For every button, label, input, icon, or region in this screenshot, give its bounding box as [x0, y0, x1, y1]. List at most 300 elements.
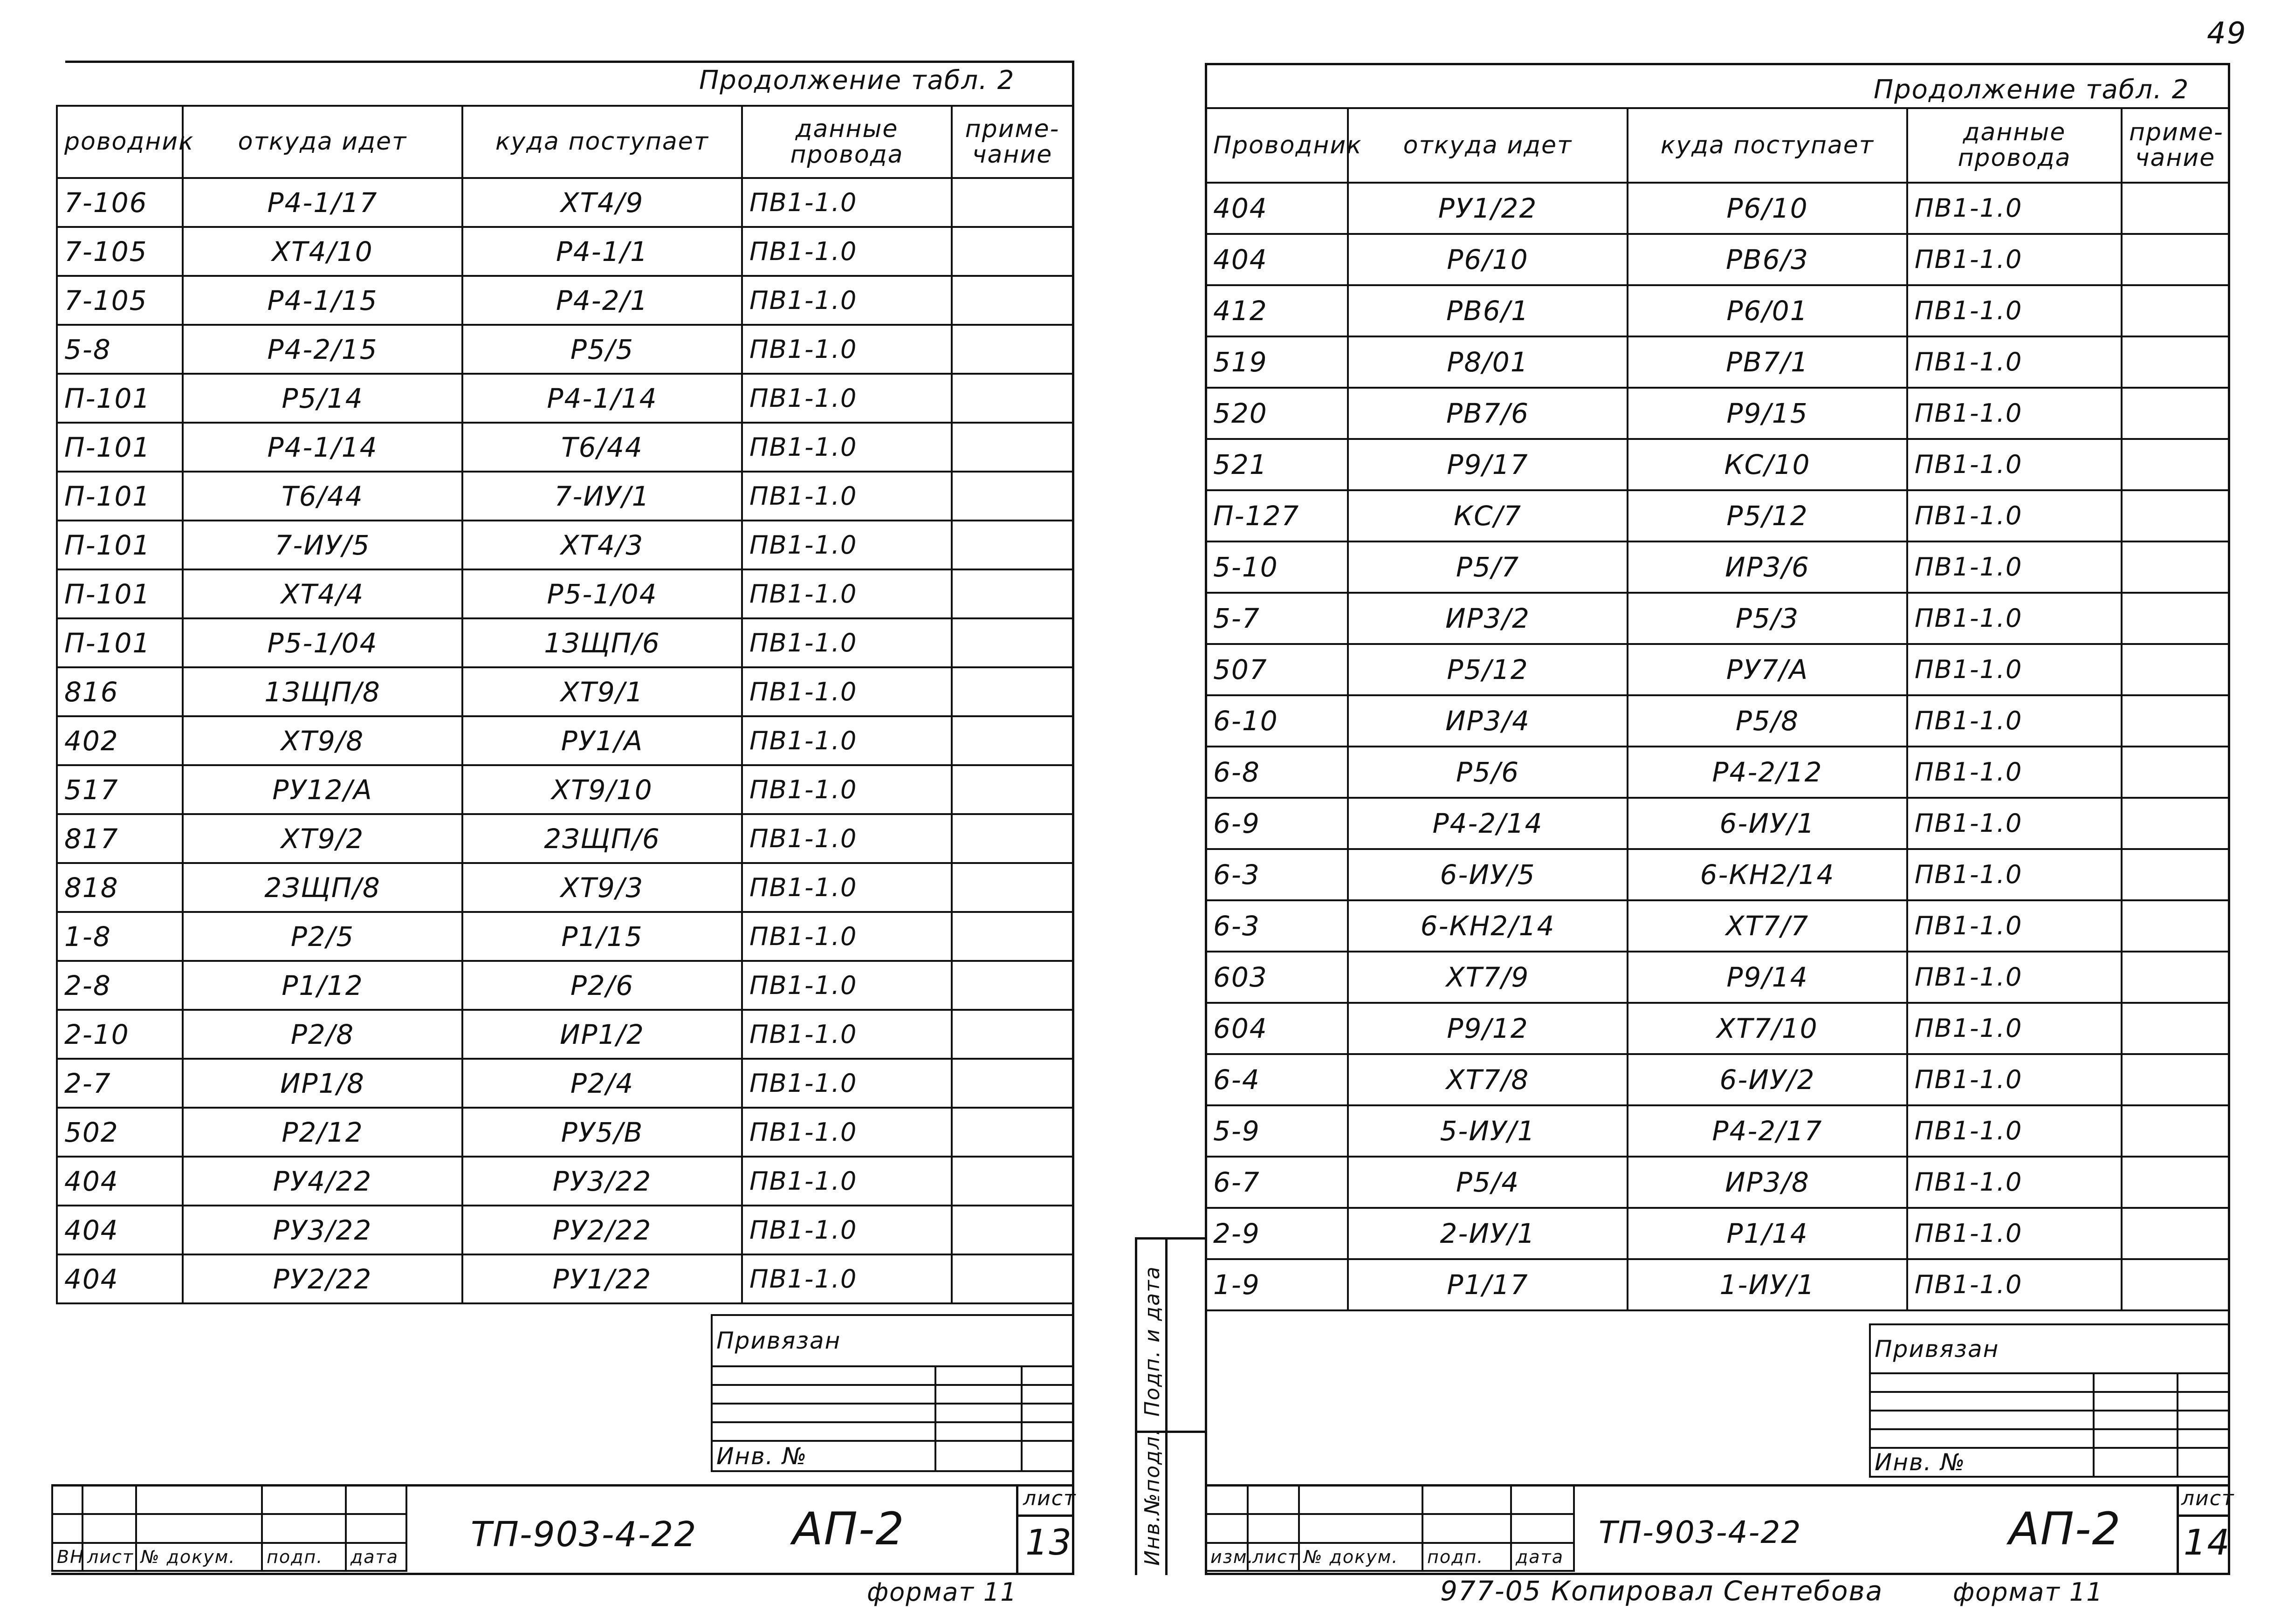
left-list-number: 13: [1025, 1521, 1072, 1563]
right-bound-block: [1869, 1323, 2230, 1478]
right-list-divider: [2177, 1484, 2179, 1575]
left-list-rule: [1016, 1514, 1072, 1517]
table-row: [1206, 900, 2229, 952]
cell-note: [2122, 849, 2229, 900]
table-row: [57, 423, 1073, 472]
cell-note: [952, 1059, 1073, 1108]
cell-wire: 7-106: [57, 178, 183, 227]
table-row: [1206, 1003, 2229, 1054]
strip-inv-label: Инв.№подл.: [1140, 1428, 1164, 1566]
inv-label: Инв. №: [712, 1441, 935, 1471]
table-row: [1206, 285, 2229, 336]
right-top-rule: [1205, 63, 2230, 65]
cell-data: ПВ1-1.0: [1907, 747, 2122, 798]
cell-wire: 404: [1206, 183, 1348, 234]
stamp-col-doc: № докум.: [136, 1543, 262, 1571]
cell-to: Р6/10: [1628, 183, 1907, 234]
cell-wire: 402: [57, 716, 183, 765]
left-list-divider: [1016, 1484, 1018, 1575]
cell-to: Р1/14: [1628, 1208, 1907, 1259]
table-row: [1206, 1208, 2229, 1259]
cell-note: [952, 1254, 1073, 1303]
cell-from: РУ2/22: [183, 1254, 462, 1303]
cell-to: 2ЗЩП/6: [462, 814, 742, 863]
cell-data: ПВ1-1.0: [742, 618, 952, 667]
cell-note: [952, 1157, 1073, 1206]
cell-data: ПВ1-1.0: [742, 423, 952, 472]
cell-data: ПВ1-1.0: [742, 276, 952, 325]
cell-data: ПВ1-1.0: [742, 1010, 952, 1059]
cell-to: ХТ9/10: [462, 765, 742, 814]
table-row: [57, 325, 1073, 374]
table-row: [57, 569, 1073, 618]
cell-from: 6-ИУ/5: [1348, 849, 1628, 900]
cell-from: 7-ИУ/5: [183, 521, 462, 569]
cell-wire: 404: [1206, 234, 1348, 285]
cell-note: [2122, 490, 2229, 541]
header-wire: Проводник: [1206, 108, 1348, 183]
cell-from: Р4-1/17: [183, 178, 462, 227]
cell-note: [2122, 1105, 2229, 1157]
table-row: [57, 765, 1073, 814]
cell-wire: П-101: [57, 472, 183, 521]
cell-to: Р5/3: [1628, 593, 1907, 644]
cell-to: 6-ИУ/2: [1628, 1054, 1907, 1105]
cell-note: [2122, 336, 2229, 388]
cell-from: Р5-1/04: [183, 618, 462, 667]
cell-to: Р4-2/17: [1628, 1105, 1907, 1157]
cell-wire: 5-9: [1206, 1105, 1348, 1157]
cell-to: ХТ7/7: [1628, 900, 1907, 952]
cell-to: РУ5/В: [462, 1108, 742, 1157]
cell-from: РУ12/А: [183, 765, 462, 814]
cell-note: [952, 227, 1073, 276]
cell-wire: 604: [1206, 1003, 1348, 1054]
right-list-rule: [2177, 1514, 2228, 1517]
cell-from: 2-ИУ/1: [1348, 1208, 1628, 1259]
cell-note: [2122, 285, 2229, 336]
cell-data: ПВ1-1.0: [742, 325, 952, 374]
table-row: [1206, 849, 2229, 900]
cell-from: Р4-2/14: [1348, 798, 1628, 849]
cell-from: Р4-1/14: [183, 423, 462, 472]
cell-from: Р1/17: [1348, 1259, 1628, 1310]
cell-note: [2122, 1003, 2229, 1054]
cell-from: Р5/14: [183, 374, 462, 423]
cell-note: [2122, 183, 2229, 234]
table-row: [1206, 952, 2229, 1003]
cell-wire: 7-105: [57, 227, 183, 276]
table-row: [57, 521, 1073, 569]
cell-note: [2122, 1157, 2229, 1208]
table-row: [57, 276, 1073, 325]
cell-data: ПВ1-1.0: [1907, 849, 2122, 900]
cell-to: РУ3/22: [462, 1157, 742, 1206]
cell-to: 7-ИУ/1: [462, 472, 742, 521]
cell-to: 1-ИУ/1: [1628, 1259, 1907, 1310]
left-doc-code: ТП-903-4-22: [471, 1514, 697, 1555]
cell-data: ПВ1-1.0: [1907, 1003, 2122, 1054]
cell-data: ПВ1-1.0: [1907, 695, 2122, 747]
cell-wire: 2-9: [1206, 1208, 1348, 1259]
cell-wire: 6-9: [1206, 798, 1348, 849]
cell-note: [952, 521, 1073, 569]
cell-wire: 816: [57, 667, 183, 716]
table-row: [1206, 1105, 2229, 1157]
cell-from: 2ЗЩП/8: [183, 863, 462, 912]
stamp-col-sign: подп.: [262, 1543, 346, 1571]
cell-wire: 2-7: [57, 1059, 183, 1108]
header-note: приме-чание: [952, 106, 1073, 178]
cell-note: [952, 423, 1073, 472]
left-stamp-columns: [51, 1484, 407, 1572]
cell-data: ПВ1-1.0: [1907, 1259, 2122, 1310]
cell-data: ПВ1-1.0: [742, 521, 952, 569]
cell-to: РУ1/22: [462, 1254, 742, 1303]
cell-from: РУ1/22: [1348, 183, 1628, 234]
cell-wire: 1-8: [57, 912, 183, 961]
cell-wire: 6-7: [1206, 1157, 1348, 1208]
cell-note: [2122, 1054, 2229, 1105]
cell-wire: 1-9: [1206, 1259, 1348, 1310]
cell-note: [952, 1206, 1073, 1254]
cell-to: Р5/5: [462, 325, 742, 374]
cell-wire: П-101: [57, 374, 183, 423]
cell-note: [952, 1010, 1073, 1059]
cell-data: ПВ1-1.0: [742, 814, 952, 863]
cell-data: ПВ1-1.0: [742, 569, 952, 618]
left-wire-table: [56, 105, 1074, 1304]
cell-to: Р4-1/1: [462, 227, 742, 276]
cell-note: [952, 276, 1073, 325]
cell-from: Р5/6: [1348, 747, 1628, 798]
cell-to: РУ7/А: [1628, 644, 1907, 695]
cell-wire: 6-3: [1206, 849, 1348, 900]
left-top-rule: [65, 61, 1072, 63]
cell-to: Т6/44: [462, 423, 742, 472]
cell-from: Р8/01: [1348, 336, 1628, 388]
cell-wire: П-101: [57, 569, 183, 618]
stamp-col-list: лист: [82, 1543, 136, 1571]
cell-wire: 412: [1206, 285, 1348, 336]
table-row: [1206, 336, 2229, 388]
cell-from: Р2/5: [183, 912, 462, 961]
cell-from: ХТ7/8: [1348, 1054, 1628, 1105]
cell-data: ПВ1-1.0: [1907, 490, 2122, 541]
table-row: [1206, 593, 2229, 644]
table-row: [57, 1157, 1073, 1206]
header-note: приме-чание: [2122, 108, 2229, 183]
cell-note: [952, 618, 1073, 667]
cell-to: ХТ9/1: [462, 667, 742, 716]
cell-data: ПВ1-1.0: [1907, 798, 2122, 849]
right-continuation-label: Продолжение табл. 2: [1874, 75, 2190, 105]
cell-data: ПВ1-1.0: [1907, 541, 2122, 593]
table-row: [1206, 695, 2229, 747]
cell-to: ИР3/6: [1628, 541, 1907, 593]
cell-to: ИР3/8: [1628, 1157, 1907, 1208]
table-row: [1206, 388, 2229, 439]
cell-data: ПВ1-1.0: [1907, 234, 2122, 285]
cell-note: [2122, 234, 2229, 285]
cell-data: ПВ1-1.0: [1907, 1054, 2122, 1105]
cell-from: РВ7/6: [1348, 388, 1628, 439]
cell-to: 6-КН2/14: [1628, 849, 1907, 900]
cell-note: [2122, 439, 2229, 490]
table-row: [57, 912, 1073, 961]
cell-note: [952, 374, 1073, 423]
cell-to: 6-ИУ/1: [1628, 798, 1907, 849]
cell-data: ПВ1-1.0: [742, 912, 952, 961]
cell-to: ХТ7/10: [1628, 1003, 1907, 1054]
cell-to: ХТ9/3: [462, 863, 742, 912]
cell-wire: 2-8: [57, 961, 183, 1010]
stamp-col-izm: ВН: [52, 1543, 82, 1571]
stamp-col-date: дата: [346, 1543, 406, 1571]
stamp-col-izm: изм.: [1206, 1543, 1248, 1571]
stamp-col-doc: № докум.: [1299, 1543, 1422, 1571]
cell-wire: 521: [1206, 439, 1348, 490]
cell-to: ИР1/2: [462, 1010, 742, 1059]
cell-to: Р4-2/12: [1628, 747, 1907, 798]
cell-note: [2122, 593, 2229, 644]
left-list-label: лист: [1023, 1487, 1077, 1510]
right-list-label: лист: [2181, 1487, 2235, 1510]
cell-note: [2122, 695, 2229, 747]
cell-to: Р4-1/14: [462, 374, 742, 423]
cell-wire: П-101: [57, 618, 183, 667]
cell-from: ИР3/2: [1348, 593, 1628, 644]
cell-from: Т6/44: [183, 472, 462, 521]
cell-note: [952, 814, 1073, 863]
table-row: [57, 863, 1073, 912]
header-wire: роводник: [57, 106, 183, 178]
stamp-col-date: дата: [1511, 1543, 1574, 1571]
table-row: [57, 472, 1073, 521]
cell-to: Р9/15: [1628, 388, 1907, 439]
cell-from: ИР1/8: [183, 1059, 462, 1108]
cell-to: Р5-1/04: [462, 569, 742, 618]
table-row: [57, 618, 1073, 667]
left-header-row: [57, 106, 1073, 178]
cell-note: [952, 1108, 1073, 1157]
table-row: [1206, 798, 2229, 849]
cell-data: ПВ1-1.0: [1907, 439, 2122, 490]
cell-wire: 2-10: [57, 1010, 183, 1059]
cell-from: Р9/17: [1348, 439, 1628, 490]
cell-to: Р6/01: [1628, 285, 1907, 336]
cell-note: [952, 863, 1073, 912]
cell-wire: 5-7: [1206, 593, 1348, 644]
cell-data: ПВ1-1.0: [742, 765, 952, 814]
bound-label: Привязан: [712, 1315, 1073, 1366]
cell-data: ПВ1-1.0: [742, 667, 952, 716]
cell-from: Р2/8: [183, 1010, 462, 1059]
cell-from: ХТ4/10: [183, 227, 462, 276]
right-header-row: [1206, 108, 2229, 183]
cell-data: ПВ1-1.0: [742, 1206, 952, 1254]
cell-wire: 404: [57, 1254, 183, 1303]
cell-wire: 404: [57, 1206, 183, 1254]
right-list-number: 14: [2184, 1521, 2231, 1563]
right-stamp-columns: [1205, 1484, 1575, 1572]
cell-to: РУ1/А: [462, 716, 742, 765]
table-row: [57, 667, 1073, 716]
header-from: откуда идет: [1348, 108, 1628, 183]
cell-note: [952, 912, 1073, 961]
table-row: [57, 178, 1073, 227]
cell-from: 5-ИУ/1: [1348, 1105, 1628, 1157]
cell-note: [952, 325, 1073, 374]
left-format-label: формат 11: [867, 1577, 1017, 1607]
cell-note: [952, 569, 1073, 618]
cell-note: [2122, 541, 2229, 593]
table-row: [1206, 747, 2229, 798]
cell-to: РВ6/3: [1628, 234, 1907, 285]
cell-from: Р5/4: [1348, 1157, 1628, 1208]
table-row: [57, 1108, 1073, 1157]
cell-data: ПВ1-1.0: [1907, 1208, 2122, 1259]
cell-wire: 6-10: [1206, 695, 1348, 747]
strip-sign-label: Подп. и дата: [1140, 1266, 1164, 1417]
cell-note: [952, 765, 1073, 814]
cell-wire: 519: [1206, 336, 1348, 388]
cell-to: Р4-2/1: [462, 276, 742, 325]
cell-from: 1ЗЩП/8: [183, 667, 462, 716]
cell-data: ПВ1-1.0: [1907, 388, 2122, 439]
cell-data: ПВ1-1.0: [1907, 952, 2122, 1003]
cell-from: Р9/12: [1348, 1003, 1628, 1054]
right-doc-code: ТП-903-4-22: [1599, 1514, 1802, 1550]
cell-data: ПВ1-1.0: [742, 961, 952, 1010]
header-to: куда поступает: [462, 106, 742, 178]
cell-data: ПВ1-1.0: [742, 472, 952, 521]
right-wire-table: [1205, 107, 2230, 1311]
cell-from: Р4-2/15: [183, 325, 462, 374]
left-bound-block: [711, 1314, 1074, 1472]
cell-wire: 404: [57, 1157, 183, 1206]
cell-note: [952, 472, 1073, 521]
table-row: [1206, 1157, 2229, 1208]
cell-to: Р5/8: [1628, 695, 1907, 747]
cell-data: ПВ1-1.0: [742, 178, 952, 227]
cell-note: [952, 961, 1073, 1010]
header-to: куда поступает: [1628, 108, 1907, 183]
strip-top-rule: [1135, 1237, 1205, 1240]
table-row: [1206, 234, 2229, 285]
cell-wire: 603: [1206, 952, 1348, 1003]
table-row: [57, 1059, 1073, 1108]
table-row: [1206, 644, 2229, 695]
cell-wire: 502: [57, 1108, 183, 1157]
right-sheet-code: АП-2: [2009, 1503, 2122, 1555]
cell-to: Р1/15: [462, 912, 742, 961]
cell-to: Р2/6: [462, 961, 742, 1010]
stamp-col-list: лист: [1248, 1543, 1299, 1571]
cell-wire: 6-8: [1206, 747, 1348, 798]
cell-wire: 520: [1206, 388, 1348, 439]
header-data: данные провода: [742, 106, 952, 178]
cell-data: ПВ1-1.0: [742, 863, 952, 912]
cell-from: РВ6/1: [1348, 285, 1628, 336]
strip-middle-border: [1165, 1237, 1168, 1575]
cell-wire: 507: [1206, 644, 1348, 695]
inv-label: Инв. №: [1870, 1448, 2094, 1477]
cell-data: ПВ1-1.0: [1907, 900, 2122, 952]
page-number: 49: [2207, 16, 2247, 51]
cell-note: [2122, 952, 2229, 1003]
cell-wire: 818: [57, 863, 183, 912]
table-row: [1206, 439, 2229, 490]
cell-from: Р2/12: [183, 1108, 462, 1157]
cell-note: [952, 716, 1073, 765]
cell-note: [952, 667, 1073, 716]
table-row: [57, 227, 1073, 276]
cell-note: [2122, 1259, 2229, 1310]
cell-wire: 5-8: [57, 325, 183, 374]
stamp-col-sign: подп.: [1422, 1543, 1511, 1571]
cell-from: Р6/10: [1348, 234, 1628, 285]
cell-from: Р1/12: [183, 961, 462, 1010]
table-row: [1206, 541, 2229, 593]
cell-from: 6-КН2/14: [1348, 900, 1628, 952]
cell-wire: 817: [57, 814, 183, 863]
table-row: [1206, 1054, 2229, 1105]
cell-wire: 6-4: [1206, 1054, 1348, 1105]
cell-data: ПВ1-1.0: [742, 1254, 952, 1303]
table-row: [1206, 183, 2229, 234]
cell-to: ХТ4/3: [462, 521, 742, 569]
cell-data: ПВ1-1.0: [742, 1108, 952, 1157]
cell-to: КС/10: [1628, 439, 1907, 490]
cell-from: РУ4/22: [183, 1157, 462, 1206]
cell-data: ПВ1-1.0: [1907, 1105, 2122, 1157]
cell-to: Р5/12: [1628, 490, 1907, 541]
cell-from: Р5/12: [1348, 644, 1628, 695]
cell-wire: П-101: [57, 521, 183, 569]
cell-data: ПВ1-1.0: [1907, 1157, 2122, 1208]
bound-label: Привязан: [1870, 1324, 2229, 1373]
cell-to: РУ2/22: [462, 1206, 742, 1254]
cell-to: Р2/4: [462, 1059, 742, 1108]
cell-note: [2122, 798, 2229, 849]
cell-from: ХТ7/9: [1348, 952, 1628, 1003]
cell-wire: 5-10: [1206, 541, 1348, 593]
header-from: откуда идет: [183, 106, 462, 178]
table-row: [57, 814, 1073, 863]
cell-from: Р5/7: [1348, 541, 1628, 593]
cell-data: ПВ1-1.0: [742, 1157, 952, 1206]
cell-from: ХТ9/2: [183, 814, 462, 863]
cell-to: Р9/14: [1628, 952, 1907, 1003]
cell-note: [2122, 900, 2229, 952]
cell-from: Р4-1/15: [183, 276, 462, 325]
cell-data: ПВ1-1.0: [1907, 183, 2122, 234]
cell-wire: П-127: [1206, 490, 1348, 541]
cell-from: ХТ9/8: [183, 716, 462, 765]
cell-note: [2122, 747, 2229, 798]
right-format-label: формат 11: [1953, 1577, 2103, 1607]
table-row: [1206, 1259, 2229, 1310]
cell-note: [952, 178, 1073, 227]
cell-wire: П-101: [57, 423, 183, 472]
strip-left-border: [1135, 1237, 1137, 1575]
cell-data: ПВ1-1.0: [1907, 644, 2122, 695]
cell-from: ИР3/4: [1348, 695, 1628, 747]
cell-data: ПВ1-1.0: [1907, 285, 2122, 336]
cell-to: ХТ4/9: [462, 178, 742, 227]
cell-data: ПВ1-1.0: [742, 1059, 952, 1108]
